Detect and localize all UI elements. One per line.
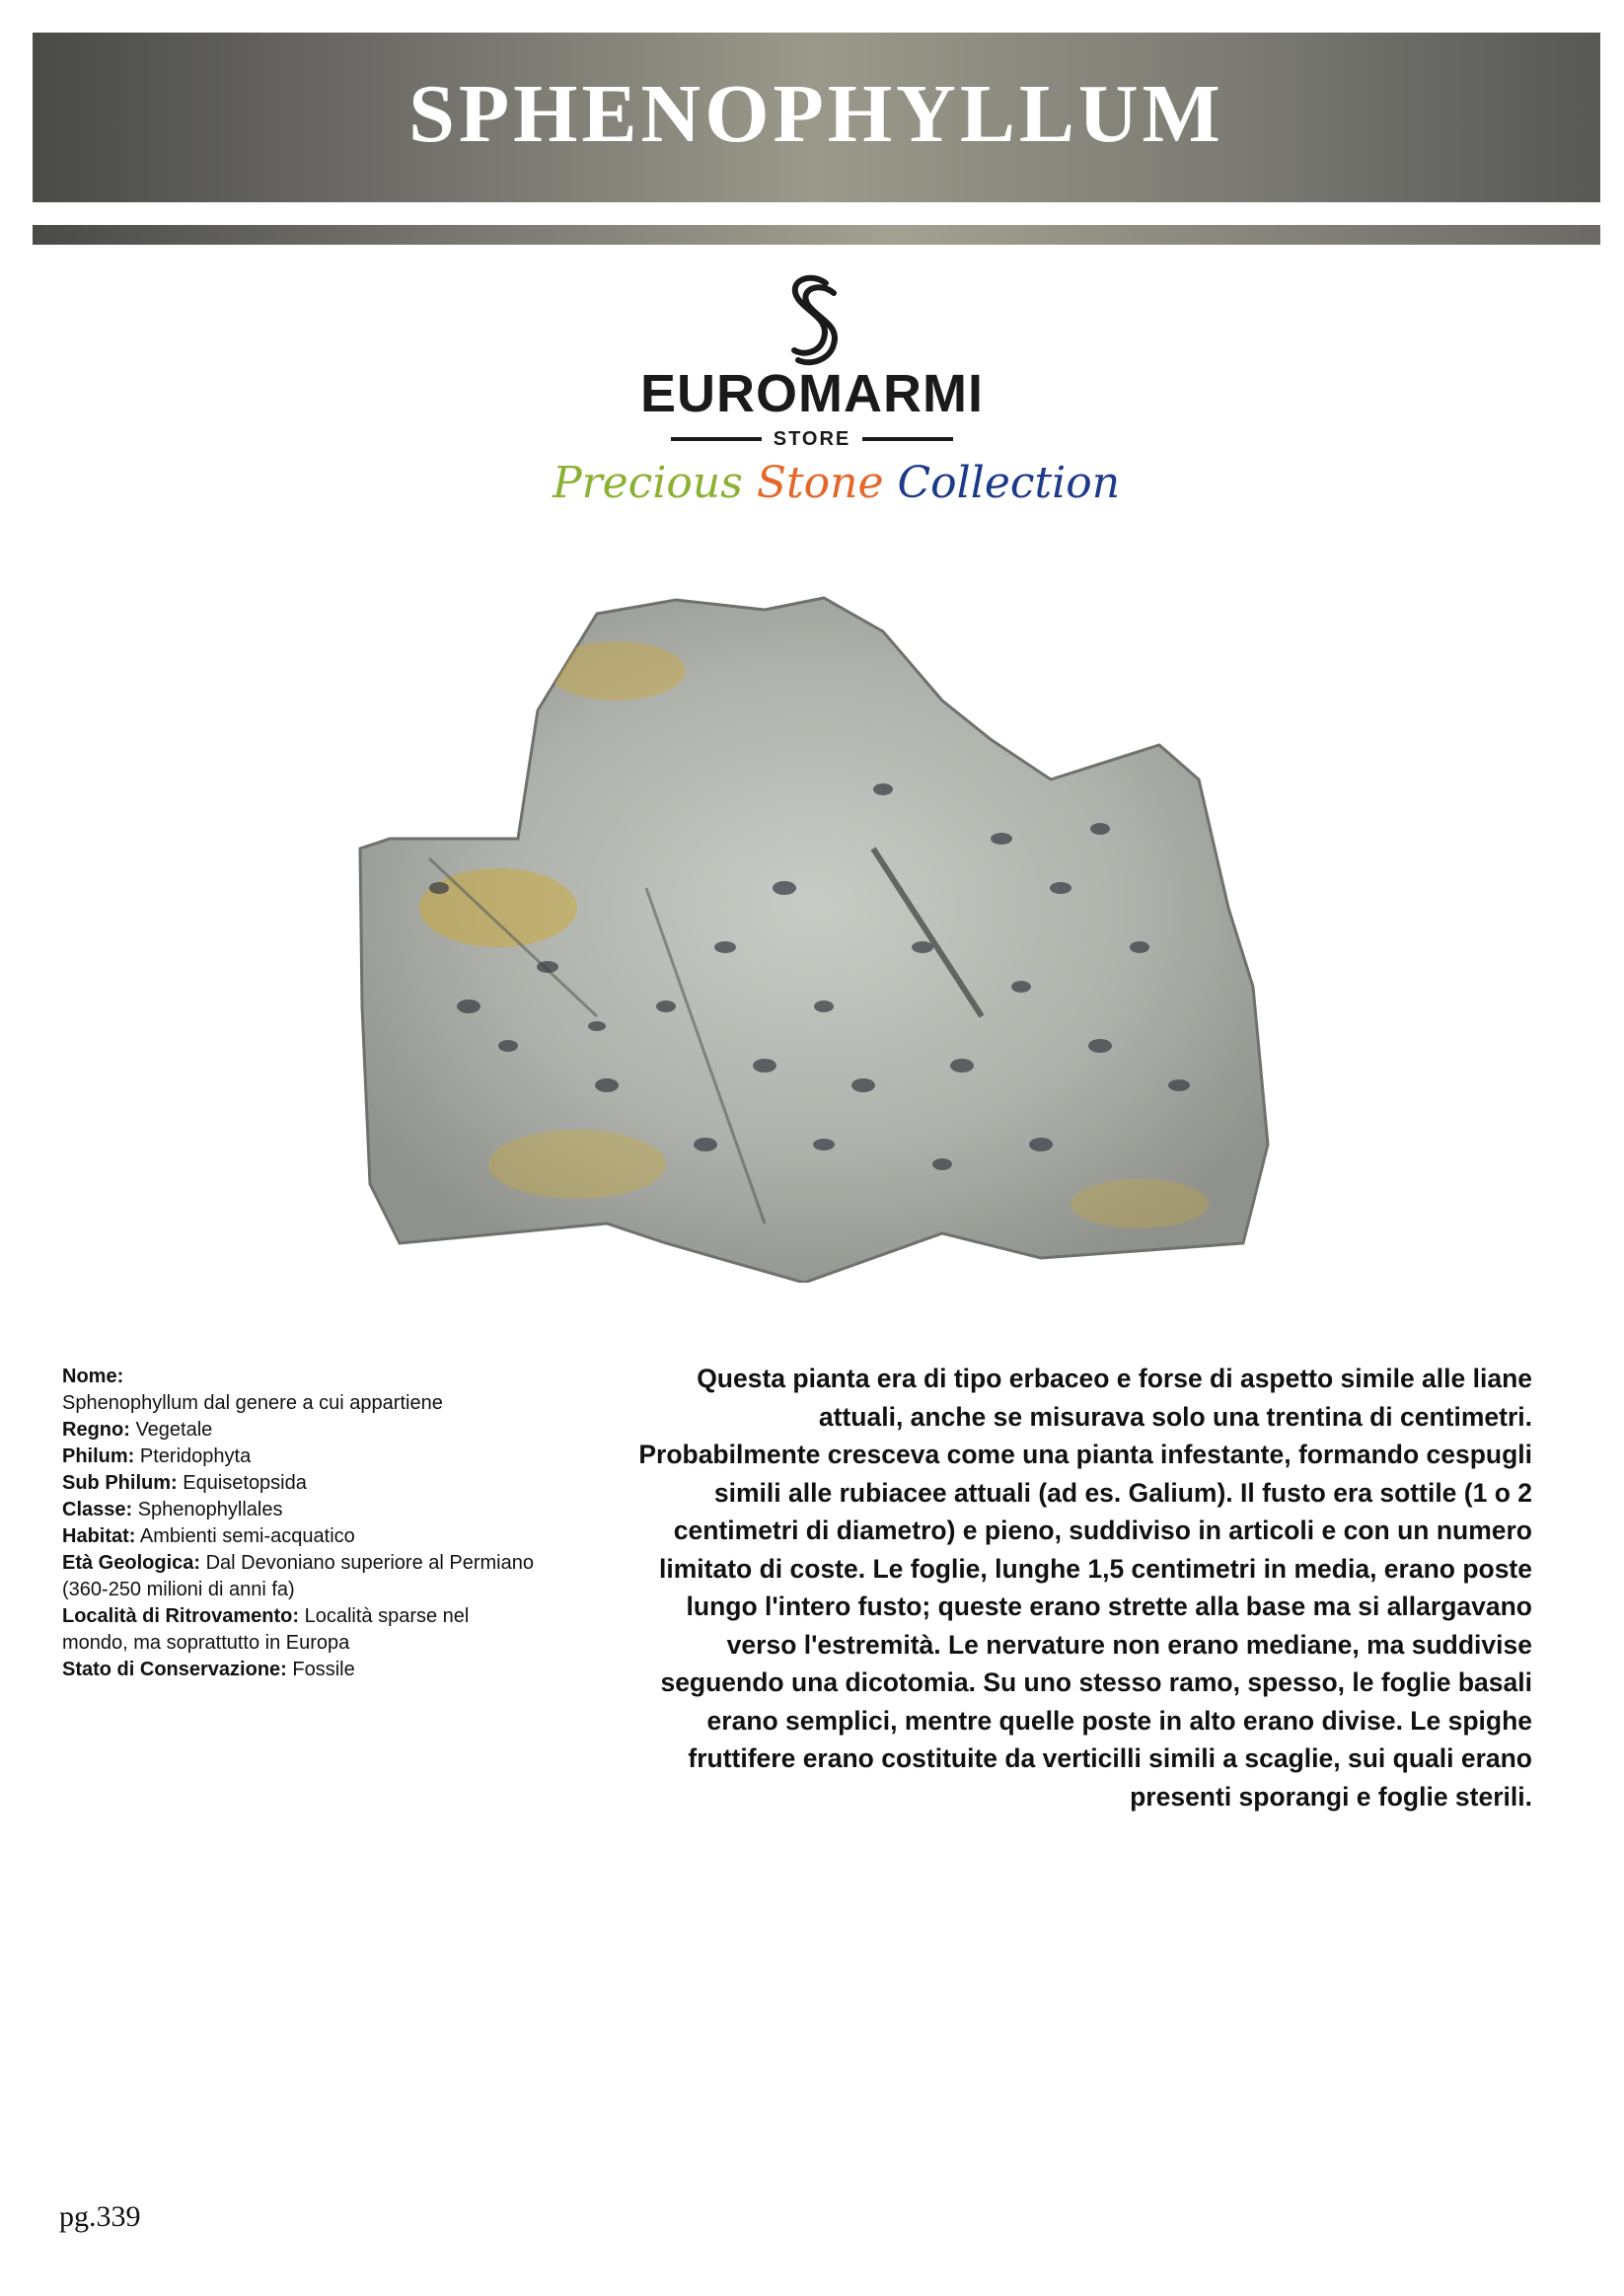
description-line: limitato di coste. Le foglie, lunghe 1,5 centimetri in media, erano poste (659, 1553, 1532, 1584)
description-line: seguendo una dicotomia. Su uno stesso ramo, spesso, le foglie basali (660, 1667, 1532, 1697)
store-line-left (671, 437, 762, 441)
info-row (62, 1364, 615, 1390)
description-line: centimetri di diametro) e pieno, suddiviso in articoli e con un numero (673, 1516, 1532, 1545)
info-label: Classe: (62, 1499, 133, 1520)
info-row (62, 1444, 615, 1470)
info-row (62, 1657, 615, 1683)
info-value: Dal Devoniano superiore al Permiano (200, 1552, 534, 1574)
store-row (671, 424, 953, 454)
info-label: Età Geologica: (62, 1552, 201, 1574)
info-label: Nome: (62, 1366, 124, 1387)
info-row (62, 1603, 615, 1630)
page-number: pg.339 (59, 2200, 141, 2233)
collection-tagline (553, 458, 1121, 508)
info-row (62, 1577, 615, 1603)
info-label: Sub Philum: (62, 1472, 178, 1494)
logo-s-icon (780, 273, 844, 372)
brand-logo (553, 268, 1121, 515)
info-label: Località di Ritrovamento: (62, 1605, 300, 1627)
info-value: Sphenophyllum dal genere a cui appartiene (62, 1392, 443, 1414)
title-banner (33, 33, 1600, 202)
info-value: Sphenophyllales (132, 1499, 283, 1520)
store-label: STORE (773, 427, 851, 450)
description-line: fruttifere erano costituite da verticilli simili a scaglie, sui quali erano (688, 1743, 1532, 1773)
info-row (62, 1417, 615, 1444)
info-value: Fossile (286, 1659, 355, 1680)
tagline-word-2: Stone (756, 458, 884, 508)
info-value: Vegetale (129, 1419, 213, 1441)
info-value: Pteridophyta (134, 1445, 252, 1467)
info-row (62, 1550, 615, 1577)
info-row (62, 1390, 615, 1417)
tagline-word-1: Precious (553, 458, 743, 508)
info-value: Equisetopsida (177, 1472, 307, 1494)
page-title: SPHENOPHYLLUM (408, 67, 1224, 160)
divider-bar (33, 225, 1600, 245)
description-line: erano semplici, mentre quelle poste in alto erano divise. Le spighe (706, 1705, 1532, 1736)
info-row (62, 1630, 615, 1657)
description-line: Questa pianta era di tipo erbaceo e forse di aspetto simile alle liane (697, 1364, 1532, 1393)
description-line: verso l'estremità. Le nervature non erano mediane, ma suddivise (726, 1629, 1532, 1660)
info-value: Ambienti semi-acquatico (135, 1525, 355, 1547)
info-value: mondo, ma soprattutto in Europa (62, 1632, 350, 1654)
info-row (62, 1470, 615, 1497)
info-row (62, 1523, 615, 1550)
specimen-info (62, 1364, 615, 1683)
fossil-specimen-image (350, 592, 1278, 1283)
info-label: Stato di Conservazione: (62, 1659, 287, 1680)
brand-name: EUROMARMI (640, 364, 984, 423)
description-line: simili alle rubiacee attuali (ad es. Galium). Il fusto era sottile (1 o 2 (713, 1477, 1532, 1508)
info-value: Località sparse nel (299, 1605, 470, 1627)
info-label: Habitat: (62, 1525, 136, 1547)
description-text (607, 1360, 1532, 1815)
description-line: Probabilmente cresceva come una pianta infestante, formando cespugli (638, 1440, 1532, 1469)
info-label: Regno: (62, 1419, 130, 1441)
tagline-word-3: Collection (897, 458, 1121, 508)
description-line: lungo l'intero fusto; queste erano strette alla base ma si allargavano (686, 1592, 1532, 1621)
description-line: presenti sporangi e foglie sterili. (1130, 1781, 1532, 1812)
store-line-right (862, 437, 953, 441)
description-line: attuali, anche se misurava solo una trentina di centimetri. (818, 1401, 1532, 1432)
info-value: (360-250 milioni di anni fa) (62, 1579, 295, 1600)
info-label: Philum: (62, 1445, 135, 1467)
info-row (62, 1497, 615, 1523)
